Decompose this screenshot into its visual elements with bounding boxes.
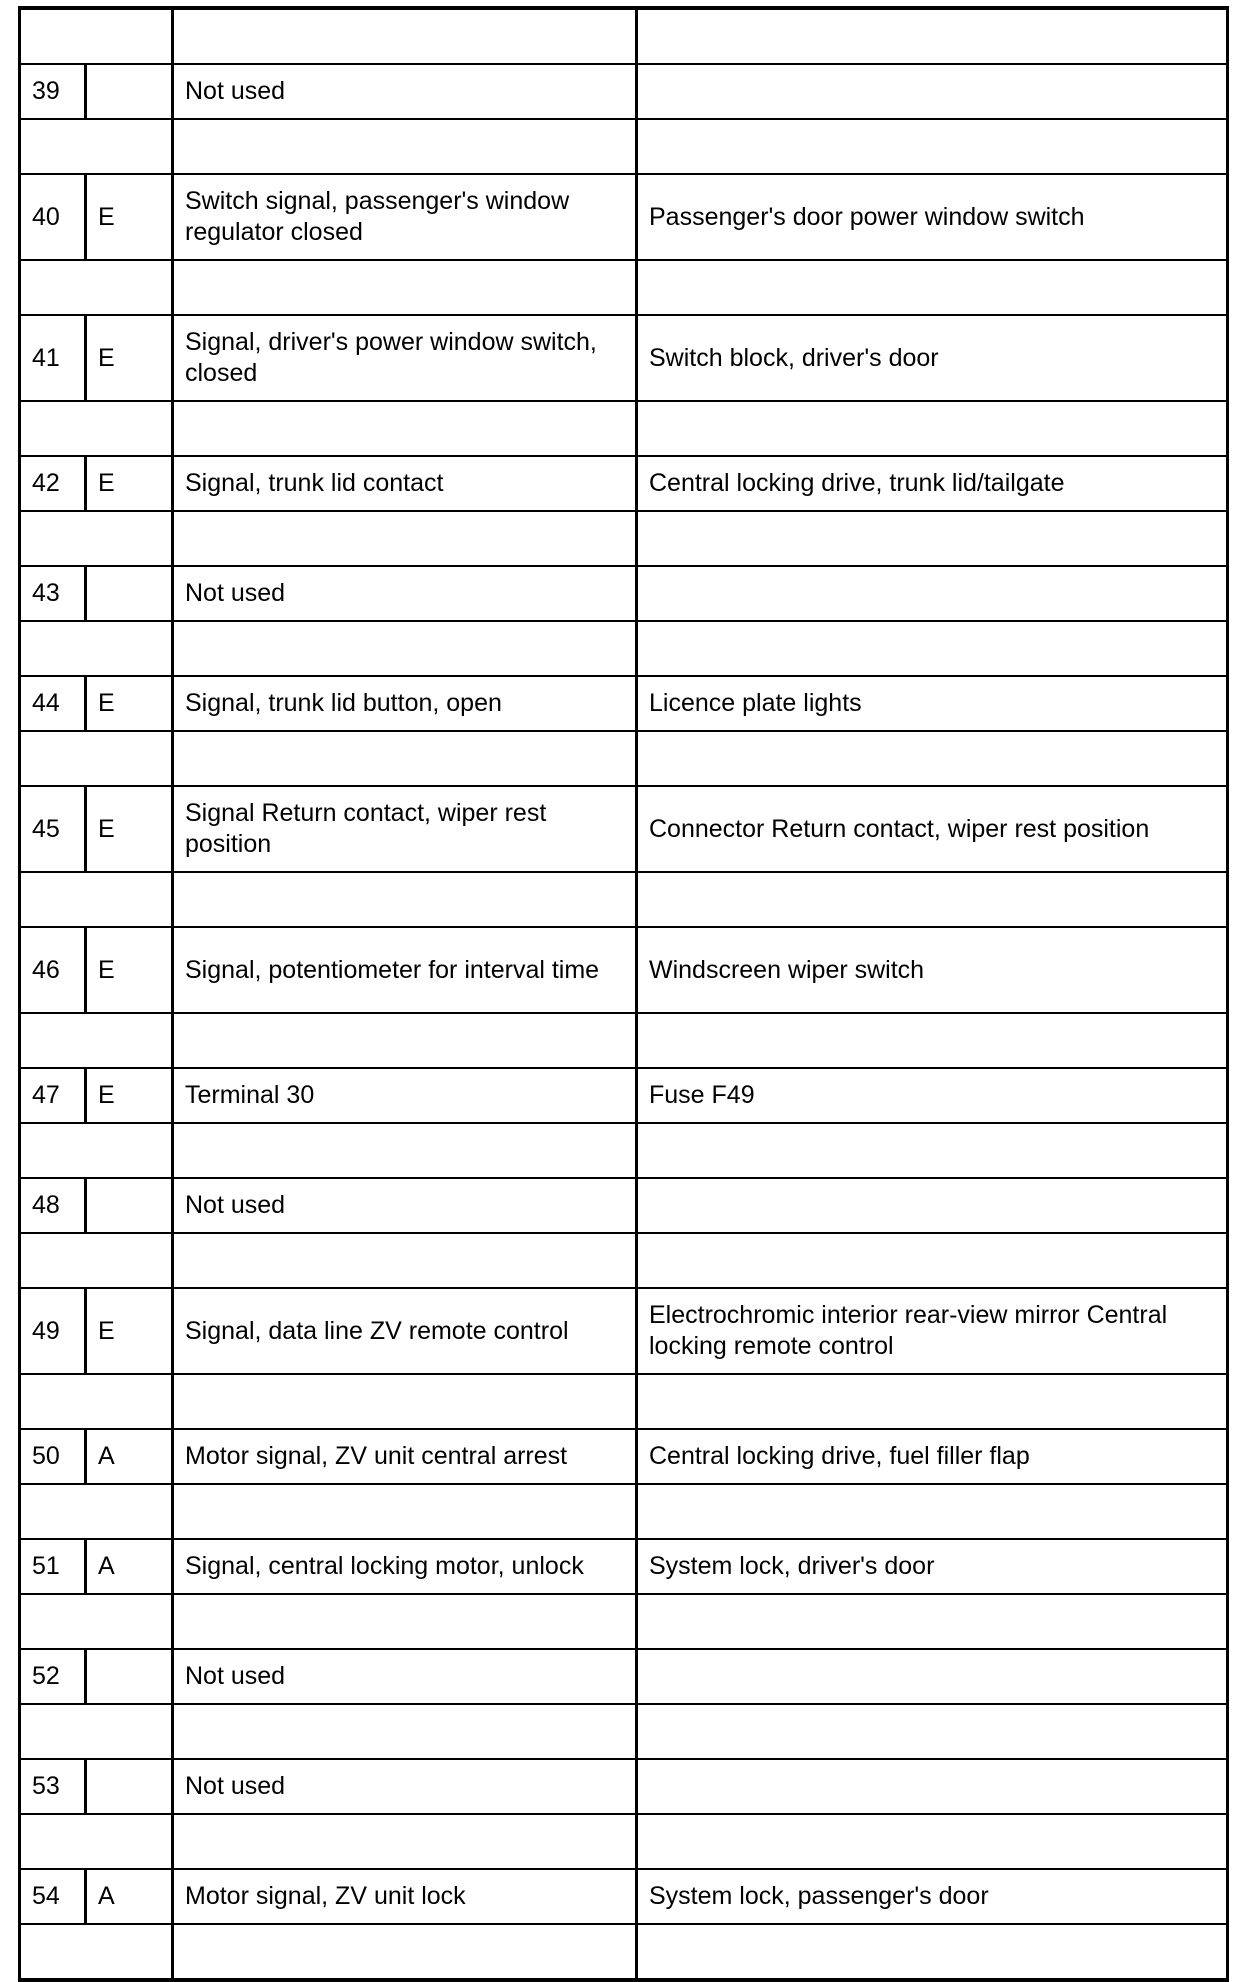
pin-assignment-table xyxy=(18,6,1229,1982)
signal-direction-cell: E xyxy=(86,1068,173,1123)
pin-row xyxy=(20,566,1228,621)
pin-row xyxy=(20,1068,1228,1123)
pin-row xyxy=(20,1539,1228,1594)
pin-number-cell: 46 xyxy=(20,927,86,1013)
signal-direction-cell: A xyxy=(86,1869,173,1924)
spacer-cell xyxy=(20,1704,173,1759)
spacer-cell xyxy=(637,872,1228,927)
spacer-cell xyxy=(20,1233,173,1288)
connected-component-cell xyxy=(637,1178,1228,1233)
signal-direction-cell: A xyxy=(86,1429,173,1484)
spacer-cell xyxy=(637,731,1228,786)
spacer-cell xyxy=(20,621,173,676)
signal-description-cell: Signal, central locking motor, unlock xyxy=(173,1539,637,1594)
spacer-row xyxy=(20,1814,1228,1869)
spacer-cell xyxy=(173,8,637,64)
signal-description-cell: Signal, driver's power window switch, closed xyxy=(173,315,637,401)
signal-direction-cell xyxy=(86,1759,173,1814)
pin-table-body xyxy=(20,8,1228,1980)
connected-component-cell: Licence plate lights xyxy=(637,676,1228,731)
signal-description-cell: Not used xyxy=(173,1649,637,1704)
connected-component-cell: System lock, passenger's door xyxy=(637,1869,1228,1924)
connected-component-cell: System lock, driver's door xyxy=(637,1539,1228,1594)
signal-direction-cell: E xyxy=(86,786,173,872)
spacer-row xyxy=(20,119,1228,174)
spacer-cell xyxy=(637,1814,1228,1869)
spacer-cell xyxy=(20,1814,173,1869)
signal-description-cell: Signal, data line ZV remote control xyxy=(173,1288,637,1374)
spacer-cell xyxy=(20,401,173,456)
spacer-cell xyxy=(637,260,1228,315)
pin-row xyxy=(20,315,1228,401)
spacer-cell xyxy=(637,8,1228,64)
spacer-cell xyxy=(637,119,1228,174)
spacer-row xyxy=(20,1704,1228,1759)
spacer-cell xyxy=(637,621,1228,676)
signal-description-cell: Motor signal, ZV unit lock xyxy=(173,1869,637,1924)
spacer-cell xyxy=(173,1704,637,1759)
signal-description-cell: Signal, trunk lid button, open xyxy=(173,676,637,731)
pin-number-cell: 52 xyxy=(20,1649,86,1704)
pin-row xyxy=(20,1429,1228,1484)
signal-direction-cell: E xyxy=(86,927,173,1013)
signal-direction-cell: E xyxy=(86,456,173,511)
spacer-cell xyxy=(173,731,637,786)
pin-number-cell: 39 xyxy=(20,64,86,119)
spacer-row xyxy=(20,1233,1228,1288)
spacer-cell xyxy=(173,260,637,315)
spacer-cell xyxy=(173,511,637,566)
signal-description-cell: Terminal 30 xyxy=(173,1068,637,1123)
pin-number-cell: 44 xyxy=(20,676,86,731)
spacer-cell xyxy=(173,872,637,927)
connected-component-cell: Central locking drive, fuel filler flap xyxy=(637,1429,1228,1484)
signal-description-cell: Signal Return contact, wiper rest position xyxy=(173,786,637,872)
spacer-cell xyxy=(20,1374,173,1429)
signal-description-cell: Not used xyxy=(173,1178,637,1233)
pin-number-cell: 51 xyxy=(20,1539,86,1594)
pin-number-cell: 45 xyxy=(20,786,86,872)
spacer-row xyxy=(20,1484,1228,1539)
pin-row xyxy=(20,676,1228,731)
spacer-cell xyxy=(20,1123,173,1178)
spacer-cell xyxy=(637,1233,1228,1288)
spacer-cell xyxy=(20,260,173,315)
signal-description-cell: Switch signal, passenger's window regulator closed xyxy=(173,174,637,260)
signal-description-cell: Not used xyxy=(173,566,637,621)
pin-number-cell: 43 xyxy=(20,566,86,621)
spacer-cell xyxy=(637,511,1228,566)
spacer-cell xyxy=(637,1013,1228,1068)
spacer-cell xyxy=(173,1233,637,1288)
spacer-cell xyxy=(173,1013,637,1068)
pin-row xyxy=(20,456,1228,511)
connected-component-cell: Passenger's door power window switch xyxy=(637,174,1228,260)
spacer-cell xyxy=(20,731,173,786)
pin-row xyxy=(20,1178,1228,1233)
signal-direction-cell: E xyxy=(86,1288,173,1374)
pin-row xyxy=(20,64,1228,119)
connected-component-cell: Central locking drive, trunk lid/tailgate xyxy=(637,456,1228,511)
spacer-row xyxy=(20,511,1228,566)
pin-row xyxy=(20,1869,1228,1924)
pin-row xyxy=(20,1288,1228,1374)
spacer-cell xyxy=(20,872,173,927)
spacer-cell xyxy=(637,401,1228,456)
spacer-row xyxy=(20,8,1228,64)
signal-direction-cell xyxy=(86,1178,173,1233)
spacer-cell xyxy=(637,1374,1228,1429)
pin-row xyxy=(20,174,1228,260)
signal-direction-cell: E xyxy=(86,315,173,401)
pin-number-cell: 48 xyxy=(20,1178,86,1233)
spacer-cell xyxy=(173,1814,637,1869)
spacer-row xyxy=(20,401,1228,456)
spacer-cell xyxy=(20,8,173,64)
signal-description-cell: Not used xyxy=(173,1759,637,1814)
spacer-cell xyxy=(20,119,173,174)
connected-component-cell xyxy=(637,64,1228,119)
spacer-cell xyxy=(173,1484,637,1539)
connected-component-cell xyxy=(637,566,1228,621)
spacer-cell xyxy=(637,1123,1228,1178)
pin-row xyxy=(20,1759,1228,1814)
pin-number-cell: 50 xyxy=(20,1429,86,1484)
pin-row xyxy=(20,1649,1228,1704)
signal-direction-cell: E xyxy=(86,676,173,731)
signal-description-cell: Signal, potentiometer for interval time xyxy=(173,927,637,1013)
spacer-row xyxy=(20,1123,1228,1178)
spacer-cell xyxy=(173,621,637,676)
pin-number-cell: 41 xyxy=(20,315,86,401)
pin-number-cell: 49 xyxy=(20,1288,86,1374)
spacer-cell xyxy=(173,1594,637,1649)
spacer-cell xyxy=(173,401,637,456)
signal-direction-cell xyxy=(86,64,173,119)
pin-number-cell: 40 xyxy=(20,174,86,260)
spacer-cell xyxy=(173,1924,637,1980)
connected-component-cell: Windscreen wiper switch xyxy=(637,927,1228,1013)
signal-description-cell: Motor signal, ZV unit central arrest xyxy=(173,1429,637,1484)
spacer-row xyxy=(20,1374,1228,1429)
connected-component-cell: Electrochromic interior rear-view mirror Central locking remote control xyxy=(637,1288,1228,1374)
pin-number-cell: 53 xyxy=(20,1759,86,1814)
signal-direction-cell xyxy=(86,566,173,621)
spacer-row xyxy=(20,1594,1228,1649)
spacer-cell xyxy=(637,1704,1228,1759)
spacer-cell xyxy=(20,1924,173,1980)
pin-number-cell: 47 xyxy=(20,1068,86,1123)
spacer-cell xyxy=(20,511,173,566)
pin-number-cell: 54 xyxy=(20,1869,86,1924)
signal-direction-cell xyxy=(86,1649,173,1704)
spacer-cell xyxy=(173,119,637,174)
connected-component-cell xyxy=(637,1649,1228,1704)
signal-description-cell: Signal, trunk lid contact xyxy=(173,456,637,511)
signal-direction-cell: E xyxy=(86,174,173,260)
spacer-cell xyxy=(173,1123,637,1178)
spacer-row xyxy=(20,731,1228,786)
signal-direction-cell: A xyxy=(86,1539,173,1594)
spacer-row xyxy=(20,260,1228,315)
spacer-cell xyxy=(173,1374,637,1429)
signal-description-cell: Not used xyxy=(173,64,637,119)
spacer-cell xyxy=(637,1594,1228,1649)
pin-row xyxy=(20,927,1228,1013)
spacer-cell xyxy=(20,1594,173,1649)
spacer-row xyxy=(20,872,1228,927)
spacer-cell xyxy=(20,1013,173,1068)
spacer-cell xyxy=(637,1484,1228,1539)
spacer-row xyxy=(20,1924,1228,1980)
connected-component-cell: Fuse F49 xyxy=(637,1068,1228,1123)
connected-component-cell: Connector Return contact, wiper rest position xyxy=(637,786,1228,872)
pin-row xyxy=(20,786,1228,872)
spacer-cell xyxy=(20,1484,173,1539)
pin-number-cell: 42 xyxy=(20,456,86,511)
spacer-row xyxy=(20,1013,1228,1068)
spacer-row xyxy=(20,621,1228,676)
spacer-cell xyxy=(637,1924,1228,1980)
connected-component-cell xyxy=(637,1759,1228,1814)
connected-component-cell: Switch block, driver's door xyxy=(637,315,1228,401)
